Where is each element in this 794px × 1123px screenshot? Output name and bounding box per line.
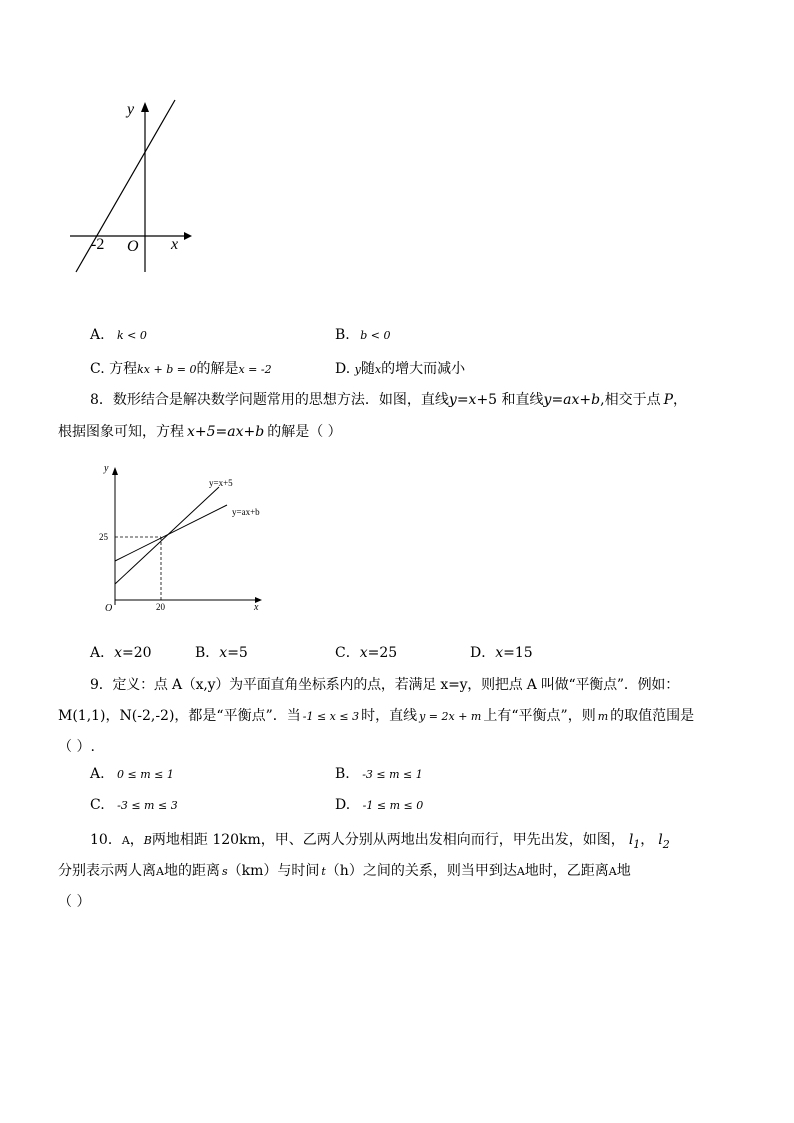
q9-stem-line1: 9．定义：点 A（x,y）为平面直角坐标系内的点，若满足 x=y，则把点 A 叫做“平衡点”．例如： [90, 677, 680, 693]
option-text: 方程 [109, 361, 138, 377]
option-letter: C. [90, 797, 105, 813]
option-text: 随 [360, 361, 375, 377]
text: 两地相距 120km，甲、乙两人分别从两地出发相向而行，甲先出发，如图， [151, 832, 625, 848]
q7-option-c[interactable] [90, 358, 272, 378]
option-letter: D. [335, 361, 351, 377]
text: 10． [90, 832, 122, 848]
math-expr: kx + b = 0 [137, 363, 197, 376]
line-y-ax-plus-b [115, 505, 227, 561]
q8-option-b[interactable] [195, 642, 248, 662]
intercept-label: -2 [91, 236, 105, 253]
q8-option-a[interactable] [90, 642, 152, 662]
x-axis-arrow [184, 232, 192, 240]
q9-option-c[interactable] [90, 797, 178, 813]
option-letter: B． [195, 645, 220, 661]
option-value: =20 [122, 645, 152, 661]
line2-label: y=ax+b [232, 507, 260, 517]
option-letter: C. [90, 361, 105, 377]
option-letter: A. [90, 327, 105, 343]
option-letter: D. [335, 797, 351, 813]
y-axis-arrow [112, 467, 118, 475]
figure-2-intersection-graph [95, 455, 280, 620]
text: 时，直线 [361, 708, 418, 724]
q10-stem-line1 [90, 829, 670, 851]
math-expr: 0 ≤ m ≤ 1 [117, 768, 174, 781]
q9-option-b[interactable] [335, 766, 423, 782]
math-eq: y = 2x + m [419, 710, 482, 723]
point-a: A [121, 834, 130, 847]
math-expr: -1 ≤ m ≤ 0 [362, 799, 424, 812]
math-eq: y=x [448, 392, 477, 408]
math-var: m [597, 710, 609, 723]
text: ， [129, 832, 144, 848]
option-value: =15 [503, 645, 533, 661]
math-var: y [354, 363, 361, 376]
math-expr: -3 ≤ m ≤ 1 [362, 768, 423, 781]
point-a: A [516, 865, 525, 878]
math-expr: -3 ≤ m ≤ 3 [117, 799, 178, 812]
point-b: B [143, 834, 152, 847]
figure-1-line-graph [60, 90, 200, 285]
q8-stem-line2 [58, 421, 342, 441]
text: 分别表示两人离 [58, 863, 156, 879]
option-letter: B. [335, 766, 350, 782]
option-letter: C． [335, 645, 360, 661]
option-letter: B. [335, 327, 350, 343]
q7-option-d[interactable] [335, 358, 465, 378]
math-var: x [495, 645, 504, 661]
option-value: =25 [367, 645, 398, 661]
math-eq: y=ax+b [543, 392, 601, 408]
option-letter: A. [90, 766, 105, 782]
line-l2: $l_2$ [658, 832, 670, 851]
point-a: A [608, 865, 617, 878]
text: ,相交于点 [600, 392, 661, 408]
x-axis-label: x [254, 602, 259, 613]
text: 地时，乙距离 [524, 863, 609, 879]
text: 的取值范围是 [610, 708, 695, 724]
q7-option-a[interactable] [90, 327, 147, 343]
q9-option-d[interactable] [335, 797, 423, 813]
text: 地的距离 [163, 863, 220, 879]
y-axis-arrow [141, 102, 149, 112]
point-p: P [663, 392, 673, 408]
y-axis-label: y [104, 463, 109, 474]
math-ineq: -1 ≤ x ≤ 3 [302, 710, 360, 723]
text: （h）之间的关系，则当甲到达 [325, 863, 517, 879]
q10-stem-line3: （ ） [58, 894, 91, 910]
x-axis-label: x [171, 236, 179, 253]
option-letter: A． [90, 645, 115, 661]
math-expr: k < 0 [117, 329, 147, 342]
option-letter: D． [470, 645, 496, 661]
math-expr: b < 0 [360, 329, 391, 342]
origin-label: O [105, 603, 113, 614]
q9-stem-line3: （ ）. [58, 739, 95, 755]
q10-stem-line2 [58, 860, 631, 880]
math-var: x [374, 363, 382, 376]
option-value: =5 [227, 645, 248, 661]
y-axis-label: y [127, 101, 135, 118]
q8-option-d[interactable] [470, 642, 533, 662]
line-l1: $l_1$ [628, 832, 641, 851]
y-tick-25: 25 [99, 532, 108, 542]
var-t: t [321, 865, 326, 878]
text: 根据图象可知，方程 [58, 424, 184, 440]
text: ， [640, 832, 655, 848]
point-a: A [156, 865, 164, 878]
text: 上有“平衡点”，则 [483, 708, 596, 724]
origin-label: O [127, 238, 139, 255]
text: （km）与时间 [227, 863, 320, 879]
math-expr: x = -2 [238, 363, 272, 376]
option-text: 的解是 [196, 361, 239, 377]
math-var: x [114, 645, 123, 661]
text: ， [673, 392, 687, 408]
text: 地 [616, 863, 631, 879]
x-tick-20: 20 [156, 602, 165, 612]
math-var: x [359, 645, 368, 661]
option-text: 的增大而减小 [381, 361, 466, 377]
math-var: x [219, 645, 228, 661]
q7-option-b[interactable] [335, 327, 390, 343]
text: +5 和直线 [476, 392, 544, 408]
q9-stem-line2 [58, 705, 694, 725]
q8-stem-line1 [90, 389, 687, 409]
text: 的解是（ ） [267, 424, 342, 440]
text: 8．数形结合是解决数学问题常用的思想方法．如图，直线 [90, 392, 449, 408]
text: M(1,1)，N(-2,-2)，都是“平衡点”．当 [58, 708, 301, 724]
q9-option-a[interactable] [90, 766, 174, 782]
line1-label: y=x+5 [209, 478, 233, 488]
math-eq: x+5=ax+b [187, 424, 265, 440]
q8-option-c[interactable] [335, 642, 397, 662]
var-s: s [221, 865, 228, 878]
